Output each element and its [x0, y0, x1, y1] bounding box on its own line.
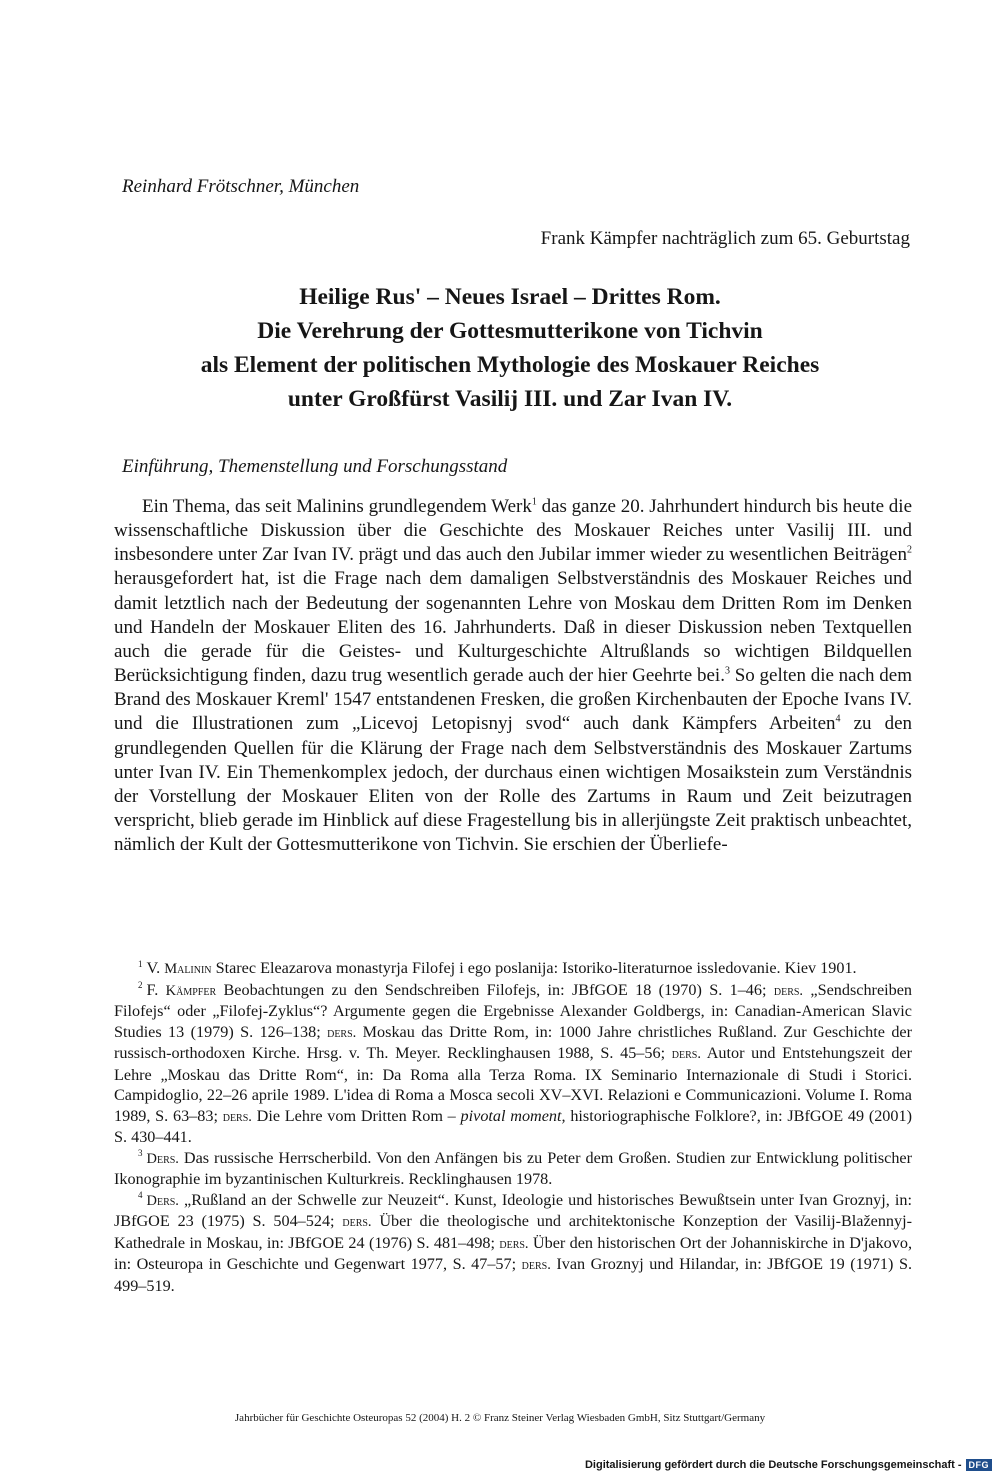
footnote-author: ders.	[521, 1257, 551, 1273]
footnote-text: Autor und Entstehungszeit der Lehre „Moskau das Dritte Rom“, in: Da Roma alla Terza Roma. IX Seminario Internazionale di Studi i Storici. Campidoglio, 22–26 aprile 1989. L'idea di Roma a Mosca secoli XV–XVI. Relazioni e Communicazioni. Volume I. Roma 1989, S. 63–83;	[114, 1044, 912, 1125]
footnote-author: Malinin	[164, 961, 212, 977]
footnote-author: ders.	[222, 1108, 252, 1125]
section-heading: Einführung, Themenstellung und Forschungsstand	[122, 456, 508, 477]
footnote-ref[interactable]: 2	[907, 544, 912, 556]
article-title	[110, 280, 910, 416]
dedication: Frank Kämpfer nachträglich zum 65. Geburtstag	[540, 228, 910, 249]
footnote-emphasis: pivotal moment,	[460, 1106, 566, 1125]
footnote-author: ders.	[499, 1235, 529, 1252]
footnote-text: F.	[146, 980, 166, 999]
footnote-ref[interactable]: 3	[724, 665, 730, 677]
footnote-number: 2	[138, 980, 143, 991]
body-text-segment: So gelten die nach dem Brand des Moskauer Kreml' 1547 entstandenen Fresken, die großen Kirchenbauten der Epoche Ivans IV. und die Illustrationen zum „Licevoj Letopisnyj svod“ auch dank Kämpfers Arbeiten	[114, 665, 912, 735]
footnote-text: V.	[146, 959, 165, 977]
footnote-1	[114, 958, 912, 980]
footnote-ref[interactable]: 4	[835, 714, 841, 726]
body-text-segment: zu den grundlegenden Quellen für die Klärung der Frage nach dem Selbstverständnis des Moskauer Zartums unter Ivan IV. Ein Themenkomplex jedoch, der durchaus einen wichtigen Mosaikstein zum Verständnis der Vorstellung der Moskauer Eliten von der Rolle des Zartums in Raum und Zeit beizutragen verspricht, blieb gerade im Hinblick auf diese Fragestellung bis in allerjüngste Zeit praktisch unbeachtet, nämlich der Kult der Gottesmutterikone von Tichvin. Sie erschien der Überliefe-	[114, 713, 912, 856]
footnote-text: „Sendschreiben Filofejs“ oder „Filofej-Zyklus“? Argumente gegen die Ergebnisse Alexander Goldbergs, in: Canadian-American Slavic Studies 13 (1979) S. 126–138;	[114, 980, 912, 1041]
footnotes	[114, 958, 912, 1296]
footnote-author: Ders.	[146, 1192, 179, 1209]
footnote-ref[interactable]: 1	[531, 496, 537, 508]
footnote-author: Ders.	[146, 1150, 179, 1167]
footnote-text: Starec Eleazarova monastyrja Filofej i ego poslanija: Istoriko-literaturnoe issledovanie. Kiev 1901.	[211, 959, 857, 977]
title-line: Heilige Rus' – Neues Israel – Drittes Rom.	[299, 284, 721, 310]
footnote-number: 1	[138, 958, 143, 969]
footnote-author: ders.	[773, 982, 804, 999]
title-line: unter Großfürst Vasilij III. und Zar Ivan IV.	[287, 386, 733, 412]
footnote-text: Die Lehre vom Dritten Rom –	[251, 1106, 461, 1125]
body-text-segment: das ganze 20. Jahrhundert hindurch bis heute die wissenschaftliche Diskussion über die Geschichte des Moskauer Reiches unter Vasilij III. und insbesondere unter Zar Ivan IV. prägt und das auch den Jubilar immer wieder zu wesentlichen Beiträgen	[114, 496, 913, 566]
digitization-note	[585, 1459, 992, 1471]
footnote-2	[114, 980, 912, 1148]
footnote-4	[114, 1190, 912, 1297]
footnote-text: Ivan Groznyj und Hilandar, in: JBfGOE 19 (1971) S. 499–519.	[114, 1255, 912, 1295]
body-text-segment: Ein Thema, das seit Malinins grundlegendem Werk	[142, 496, 532, 517]
journal-footer: Jahrbücher für Geschichte Osteuropas 52 (2004) H. 2 © Franz Steiner Verlag Wiesbaden GmbH, Sitz Stuttgart/Germany	[234, 1412, 766, 1424]
body-paragraph	[114, 495, 912, 857]
footnote-text: „Rußland an der Schwelle zur Neuzeit“. Kunst, Ideologie und historisches Bewußtsein unter Ivan Groznyj, in: JBfGOE 23 (1975) S. 504–524;	[114, 1190, 912, 1230]
author-line: Reinhard Frötschner, München	[122, 176, 360, 197]
digitization-text: Digitalisierung gefördert durch die Deutsche Forschungsgemeinschaft -	[584, 1459, 962, 1471]
body-text-segment: herausgefordert hat, ist die Frage nach dem damaligen Selbstverständnis des Moskauer Reiches und damit letztlich nach der Bedeutung der sogenannten Lehre von Moskau dem Dritten Rom im Denken und Handeln der Moskauer Eliten des 16. Jahrhunderts. Daß in dieser Diskussion neben Textquellen auch die gerade für die Geistes- und Kulturgeschichte Altrußlands so wichtigen Bildquellen Berücksichtigung finden, dazu trug wesentlich gerade auch der hier Geehrte bei.	[114, 568, 912, 687]
footnote-author: ders.	[327, 1024, 357, 1041]
title-line: Die Verehrung der Gottesmutterikone von Tichvin	[257, 318, 763, 344]
title-line: als Element der politischen Mythologie des Moskauer Reiches	[200, 352, 820, 378]
footnote-text: historiographische Folklore?, in: JBfGOE 49 (2001) S. 430–441.	[114, 1106, 912, 1146]
footnote-author: ders.	[342, 1214, 372, 1230]
footnote-3	[114, 1148, 912, 1190]
footnote-number: 4	[138, 1190, 143, 1201]
footnote-number: 3	[138, 1148, 143, 1159]
footnote-author: ders.	[671, 1046, 701, 1062]
footnote-text: Beobachtungen zu den Sendschreiben Filofejs, in: JBfGOE 18 (1970) S. 1–46;	[216, 980, 774, 999]
footnote-text: Über den historischen Ort der Johanniskirche in D'jakovo, in: Osteuropa in Geschichte und Gegenwart 1977, S. 47–57;	[114, 1233, 912, 1273]
footnote-text: Moskau das Dritte Rom, in: 1000 Jahre christliches Rußland. Zur Geschichte der russisch-orthodoxen Kirche. Hrsg. v. Th. Meyer. Recklinghausen 1988, S. 45–56;	[114, 1022, 912, 1062]
dfg-logo-icon: DFG	[966, 1459, 993, 1471]
footnote-text: Das russische Herrscherbild. Von den Anfängen bis zu Peter dem Großen. Studien zur Entwicklung politischer Ikonographie im byzantinischen Kulturkreis. Recklinghausen 1978.	[114, 1148, 912, 1188]
footnote-text: Über die theologische und architektonische Konzeption der Vasilij-Blažennyj-Kathedrale in Moskau, in: JBfGOE 24 (1976) S. 481–498;	[114, 1212, 912, 1252]
footnote-author: Kämpfer	[165, 982, 217, 999]
